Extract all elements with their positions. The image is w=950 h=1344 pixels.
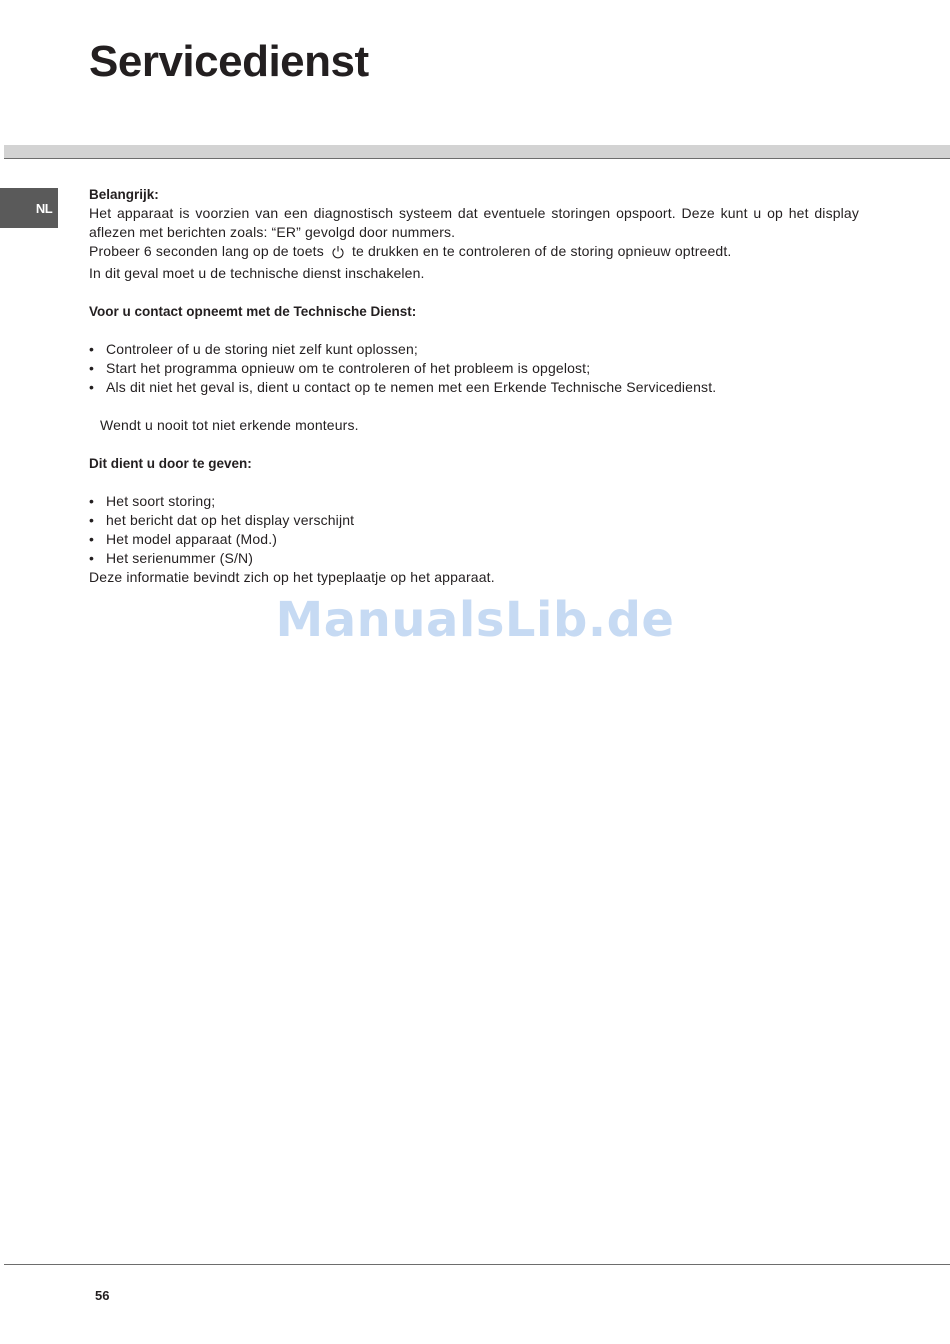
watermark: ManualsLib.de [275, 592, 675, 648]
power-icon [331, 245, 345, 264]
list-item [89, 378, 859, 397]
important-paragraph: Het apparaat is voorzien van een diagnostisch systeem dat eventuele storingen opspoort. Deze kunt u op het display aflezen met berichten zoals: “ER” gevolgd door nummers. [89, 205, 859, 240]
list-item [89, 530, 859, 549]
list-item-text: het bericht dat op het display verschijnt [106, 512, 355, 528]
list-item-text: Het serienummer (S/N) [106, 550, 254, 566]
language-tab: NL [0, 188, 58, 228]
header-bar [4, 145, 950, 158]
spacer [89, 473, 859, 492]
info-list [89, 492, 859, 568]
page-content [89, 185, 859, 587]
list-item [89, 359, 859, 378]
page-number: 56 [95, 1288, 110, 1303]
spacer [89, 283, 859, 302]
contact-note: Wendt u nooit tot niet erkende monteurs. [100, 417, 359, 433]
list-item-text: Start het programma opnieuw om te controleren of het probleem is opgelost; [106, 360, 591, 376]
bullet-icon: • [89, 341, 95, 357]
spacer [89, 397, 859, 416]
instruction-text-before: Probeer 6 seconden lang op de toets [89, 243, 324, 259]
important-conclusion: In dit geval moet u de technische dienst inschakelen. [89, 265, 425, 281]
page-title: Servicedienst [89, 37, 369, 86]
important-heading: Belangrijk: [89, 187, 159, 202]
info-heading: Dit dient u door te geven: [89, 456, 252, 471]
list-item-text: Het soort storing; [106, 493, 216, 509]
list-item-text: Het model apparaat (Mod.) [106, 531, 278, 547]
bullet-icon: • [89, 360, 95, 376]
bullet-icon: • [89, 512, 95, 528]
contact-heading: Voor u contact opneemt met de Technische Dienst: [89, 304, 417, 319]
spacer [89, 435, 859, 454]
spacer [89, 321, 859, 340]
list-item-text: Als dit niet het geval is, dient u contact op te nemen met een Erkende Technische Servicedienst. [106, 379, 717, 395]
important-instruction [89, 242, 859, 264]
bullet-icon: • [89, 550, 95, 566]
list-item [89, 511, 859, 530]
list-item [89, 340, 859, 359]
instruction-text-after: te drukken en te controleren of de storing opnieuw optreedt. [351, 243, 732, 259]
bullet-icon: • [89, 531, 95, 547]
header-divider [4, 158, 950, 159]
footer-divider [4, 1264, 950, 1265]
bullet-icon: • [89, 379, 95, 395]
bullet-icon: • [89, 493, 95, 509]
contact-list [89, 340, 859, 397]
list-item-text: Controleer of u de storing niet zelf kunt oplossen; [106, 341, 418, 357]
list-item [89, 549, 859, 568]
info-footer: Deze informatie bevindt zich op het typeplaatje op het apparaat. [89, 569, 495, 585]
list-item [89, 492, 859, 511]
